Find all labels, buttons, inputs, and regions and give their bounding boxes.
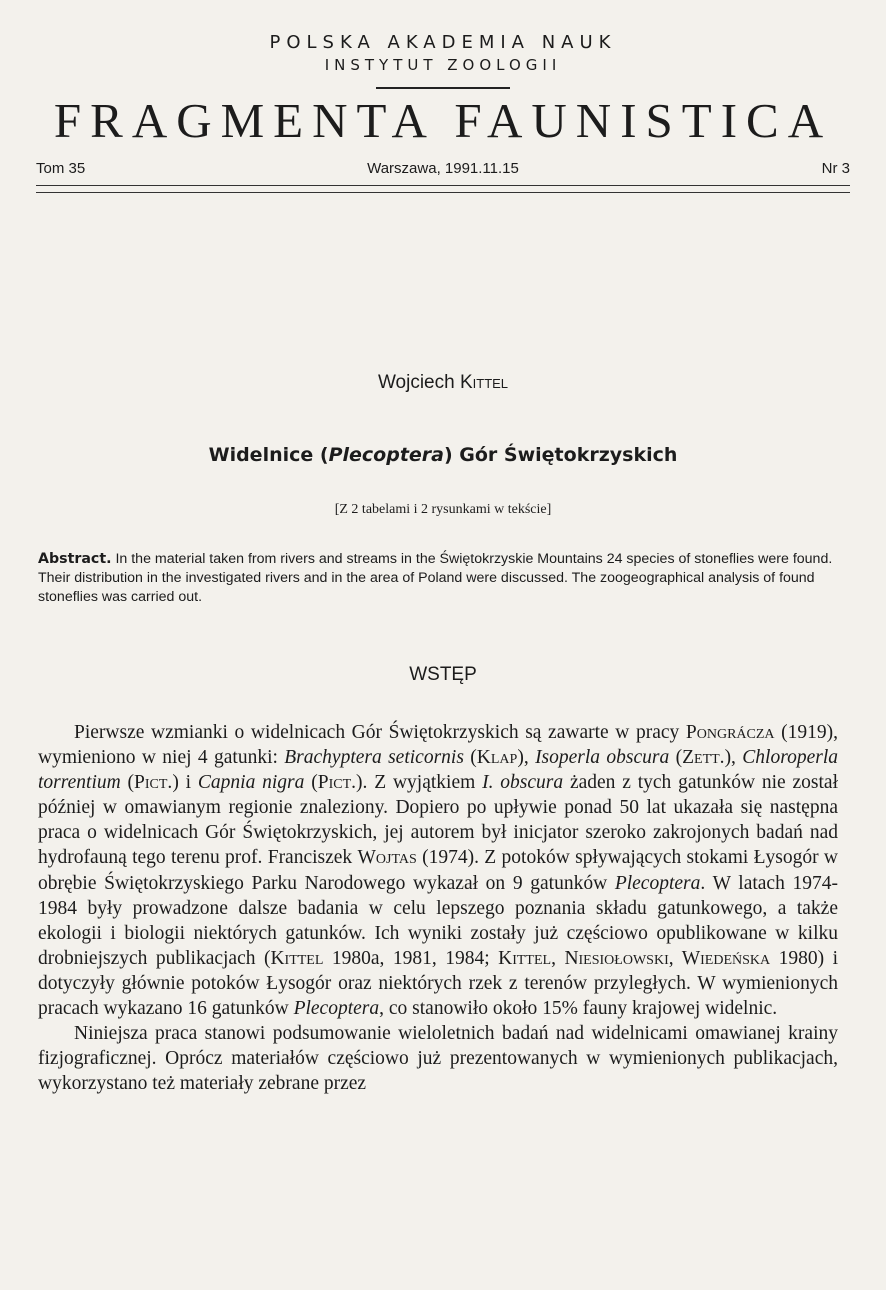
species-authority: Pict.	[134, 772, 173, 794]
paragraph-2: Niniejsza praca stanowi podsumowanie wieloletnich badań nad widelnicami omawianej krainy fizjograficznej. Oprócz materiałów częściowo już prezentowanych w wymienionych publikacjach, wykorzystano też materiały zebrane przez	[38, 1023, 838, 1095]
academy-name: POLSKA AKADEMIA NAUK	[269, 32, 617, 53]
text-run: żaden z tych gatunków nie został później w omawianym regionie znaleziony. Dopiero po upływie ponad 50 lat ukazała się następna praca o widelnicach Gór Świętokrzyskich, jej autorem był inicjator szeroko zakrojonych badań nad hydrofauną tego terenu prof. Franciszek	[38, 772, 838, 869]
text-run: (	[304, 772, 318, 794]
text-run: ),	[724, 747, 743, 769]
text-run: (	[120, 772, 135, 794]
text-run: Pierwsze wzmianki o widelnicach Gór Świętokrzyskich są zawarte w pracy	[74, 722, 686, 743]
species-authority: Zett.	[682, 747, 725, 769]
tables-figures-note: [Z 2 tabelami i 2 rysunkami w tekście]	[334, 502, 552, 517]
section-heading: WSTĘP	[409, 664, 477, 685]
species-authority: Pict.	[317, 772, 357, 794]
header-double-rule	[36, 185, 850, 193]
title-taxon: Plecoptera	[328, 444, 444, 466]
article-title	[0, 444, 886, 466]
citation-author: Pongrácza	[685, 722, 775, 743]
institute-name: INSTYTUT ZOOLOGII	[324, 56, 562, 74]
species-name: Chloroperla torrentium	[38, 747, 838, 794]
abstract	[38, 550, 848, 607]
paragraph-1	[38, 720, 838, 1021]
author-last-name: Kittel	[459, 372, 509, 393]
text-run: , co stanowiło około 15% fauny krajowej widelnic.	[379, 998, 778, 1020]
issue-number: Nr 3	[821, 160, 850, 177]
author-name	[0, 372, 886, 394]
abstract-label: Abstract.	[38, 551, 112, 567]
taxon-name: Plecoptera	[614, 872, 701, 894]
text-run: (1919), wymieniono w niej 4 gatunki:	[38, 722, 838, 769]
body-text	[38, 720, 838, 1096]
species-authority: Klap	[476, 747, 518, 769]
title-suffix: ) Gór Świętokrzyskich	[443, 444, 678, 466]
journal-title: FRAGMENTA FAUNISTICA	[53, 93, 833, 148]
citation-author: Wojtas	[357, 847, 417, 869]
header-divider	[376, 87, 510, 89]
issue-info	[36, 160, 850, 182]
text-run: ) i	[172, 772, 198, 794]
species-name: Brachyptera seticornis	[284, 747, 464, 769]
text-run: ). Z wyjątkiem	[356, 772, 483, 794]
text-run: (	[463, 747, 477, 769]
text-run: 1980a, 1981, 1984;	[323, 947, 499, 969]
species-name: Capnia nigra	[197, 772, 305, 794]
text-run: 1980) i dotyczyły głównie potoków Łysogór oraz niektórych rzek z terenów przyległych. W wymienionych pracach wykazano 16 gatunków	[38, 947, 839, 1020]
text-run: . W latach 1974-1984 były prowadzone dalsze badania w celu lepszego poznania składu gatunkowego, a także ekologii i biologii niektórych gatunków. Ich wyniki zostały już częściowo opublikowane w kilku drobniejszych publikacjach (	[38, 872, 838, 969]
taxon-name: Plecoptera	[293, 998, 380, 1020]
citation-author: Kittel, Niesiołowski, Wiedeńska	[498, 947, 771, 969]
species-name: I. obscura	[482, 772, 564, 794]
citation-author: Kittel	[270, 947, 324, 969]
text-run: (1974). Z potoków spływających stokami Łysogór w obrębie Świętokrzyskiego Parku Narodowego wykazał on 9 gatunków	[38, 847, 839, 894]
abstract-text: In the material taken from rivers and streams in the Świętokrzyskie Mountains 24 species of stoneflies were found. Their distribution in the investigated rivers and in the area of Poland were discussed. The zoogeographical analysis of found stoneflies was carried out.	[38, 551, 833, 605]
text-run: ),	[517, 747, 536, 769]
volume-label: Tom 35	[36, 160, 86, 177]
text-run: (	[669, 747, 683, 769]
species-name: Isoperla obscura	[535, 747, 670, 769]
title-prefix: Widelnice (	[208, 444, 329, 466]
author-first-name: Wojciech	[377, 372, 455, 393]
place-date: Warszawa, 1991.11.15	[367, 160, 519, 177]
